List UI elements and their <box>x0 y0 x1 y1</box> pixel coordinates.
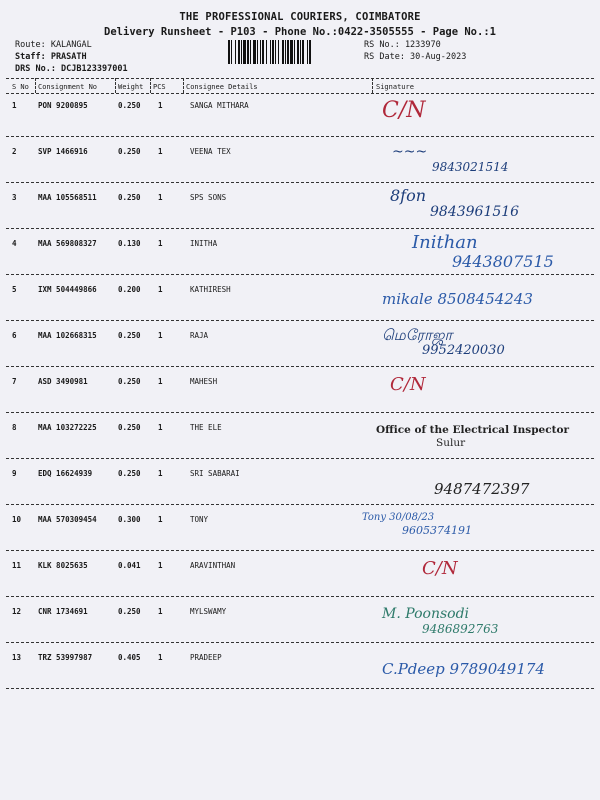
row-signature: Inithan <box>412 232 478 253</box>
row-consignment-no: ASD 3490981 <box>38 377 88 386</box>
row-separator <box>6 458 594 459</box>
row-signature: Office of the Electrical Inspector <box>376 424 570 436</box>
row-sno: 2 <box>12 147 17 156</box>
row-separator <box>6 550 594 551</box>
col-sno: S No <box>12 83 29 91</box>
row-separator <box>6 504 594 505</box>
row-pcs: 1 <box>158 377 163 386</box>
row-consignment-no: MAA 570309454 <box>38 515 97 524</box>
row-signature-note: 9486892763 <box>422 622 499 636</box>
row-consignee: THE ELE <box>190 423 222 432</box>
row-weight: 0.250 <box>118 423 141 432</box>
row-signature: 9487472397 <box>434 480 530 498</box>
row-consignee: SRI SABARAI <box>190 469 240 478</box>
row-sno: 11 <box>12 561 22 570</box>
row-consignee: MAHESH <box>190 377 218 386</box>
row-weight: 0.300 <box>118 515 141 524</box>
runsheet-subtitle: Delivery Runsheet - P103 - Phone No.:0422-3505555 - Page No.:1 <box>104 26 496 38</box>
row-separator <box>6 596 594 597</box>
row-sno: 6 <box>12 331 17 340</box>
row-signature: Tony 30/08/23 <box>362 512 435 523</box>
row-separator <box>6 136 594 137</box>
row-sno: 4 <box>12 239 17 248</box>
row-signature: C/N <box>382 98 426 123</box>
row-consignment-no: EDQ 16624939 <box>38 469 93 478</box>
row-signature: C/N <box>422 558 458 579</box>
row-separator <box>6 412 594 413</box>
row-separator <box>6 274 594 275</box>
col-consignee: Consignee Details <box>186 83 258 91</box>
row-consignment-no: TRZ 53997987 <box>38 653 93 662</box>
col-pcs: PCS <box>153 83 166 91</box>
row-consignee: INITHA <box>190 239 218 248</box>
row-consignment-no: KLK 8025635 <box>38 561 88 570</box>
header-top-rule <box>6 78 594 79</box>
row-consignee: VEENA TEX <box>190 147 231 156</box>
row-sno: 9 <box>12 469 17 478</box>
row-pcs: 1 <box>158 285 163 294</box>
company-title: THE PROFESSIONAL COURIERS, COIMBATORE <box>179 11 421 23</box>
row-consignee: PRADEEP <box>190 653 222 662</box>
row-weight: 0.041 <box>118 561 141 570</box>
row-pcs: 1 <box>158 561 163 570</box>
row-sno: 13 <box>12 653 22 662</box>
row-signature-note: 9843961516 <box>430 204 520 220</box>
row-signature-note: Sulur <box>436 436 466 449</box>
row-pcs: 1 <box>158 193 163 202</box>
row-signature-note: 9605374191 <box>402 524 472 537</box>
row-pcs: 1 <box>158 653 163 662</box>
row-consignment-no: SVP 1466916 <box>38 147 88 156</box>
row-consignee: RAJA <box>190 331 209 340</box>
row-consignee: SANGA MITHARA <box>190 101 249 110</box>
row-consignee: KATHIRESH <box>190 285 231 294</box>
row-signature: 8fon <box>390 186 427 205</box>
row-separator <box>6 642 594 643</box>
col-divider <box>115 78 116 93</box>
row-pcs: 1 <box>158 515 163 524</box>
row-weight: 0.250 <box>118 193 141 202</box>
row-weight: 0.250 <box>118 607 141 616</box>
row-separator <box>6 366 594 367</box>
row-pcs: 1 <box>158 101 163 110</box>
row-weight: 0.250 <box>118 331 141 340</box>
row-signature-note: 9952420030 <box>422 343 505 358</box>
row-weight: 0.250 <box>118 469 141 478</box>
row-sno: 8 <box>12 423 17 432</box>
rs-date: RS Date: 30-Aug-2023 <box>364 52 467 62</box>
row-signature: mikale 8508454243 <box>382 290 533 308</box>
row-pcs: 1 <box>158 607 163 616</box>
row-consignment-no: MAA 105568511 <box>38 193 97 202</box>
row-signature: மெரோஜா <box>382 326 453 344</box>
row-signature-note: 9443807515 <box>452 252 554 271</box>
row-sno: 1 <box>12 101 17 110</box>
row-pcs: 1 <box>158 423 163 432</box>
row-consignment-no: PON 9200895 <box>38 101 88 110</box>
col-divider <box>35 78 36 93</box>
row-weight: 0.250 <box>118 377 141 386</box>
col-consignment: Consignment No <box>38 83 98 91</box>
row-separator <box>6 228 594 229</box>
row-signature: C.Pdeep 9789049174 <box>382 660 545 678</box>
row-sno: 7 <box>12 377 17 386</box>
row-sno: 5 <box>12 285 17 294</box>
row-separator <box>6 182 594 183</box>
row-signature: M. Poonsodi <box>382 606 470 622</box>
barcode <box>228 40 358 64</box>
row-consignment-no: IXM 504449866 <box>38 285 97 294</box>
row-weight: 0.200 <box>118 285 141 294</box>
row-consignee: SPS SONS <box>190 193 227 202</box>
row-consignment-no: CNR 1734691 <box>38 607 88 616</box>
row-weight: 0.405 <box>118 653 141 662</box>
col-divider <box>183 78 184 93</box>
col-weight: Weight <box>118 83 144 91</box>
row-consignment-no: MAA 569808327 <box>38 239 97 248</box>
row-separator <box>6 320 594 321</box>
row-consignee: TONY <box>190 515 209 524</box>
row-consignment-no: MAA 102668315 <box>38 331 97 340</box>
col-divider <box>372 78 373 93</box>
row-weight: 0.130 <box>118 239 141 248</box>
row-consignment-no: MAA 103272225 <box>38 423 97 432</box>
col-signature: Signature <box>376 83 414 91</box>
route-label: Route: KALANGAL <box>15 40 92 50</box>
row-weight: 0.250 <box>118 101 141 110</box>
drs-number: DRS No.: DCJB123397001 <box>15 64 128 74</box>
row-sno: 10 <box>12 515 22 524</box>
row-pcs: 1 <box>158 147 163 156</box>
row-consignee: ARAVINTHAN <box>190 561 236 570</box>
row-sno: 12 <box>12 607 22 616</box>
row-consignee: MYLSWAMY <box>190 607 227 616</box>
row-pcs: 1 <box>158 239 163 248</box>
row-pcs: 1 <box>158 331 163 340</box>
row-signature-note: 9843021514 <box>432 160 509 174</box>
row-separator <box>6 688 594 689</box>
header-bottom-rule <box>6 93 594 94</box>
row-pcs: 1 <box>158 469 163 478</box>
staff-label: Staff: PRASATH <box>15 52 87 62</box>
rs-number: RS No.: 1233970 <box>364 40 441 50</box>
col-divider <box>150 78 151 93</box>
row-signature: ~~~ <box>392 144 428 160</box>
row-signature: C/N <box>390 374 426 395</box>
row-sno: 3 <box>12 193 17 202</box>
row-weight: 0.250 <box>118 147 141 156</box>
